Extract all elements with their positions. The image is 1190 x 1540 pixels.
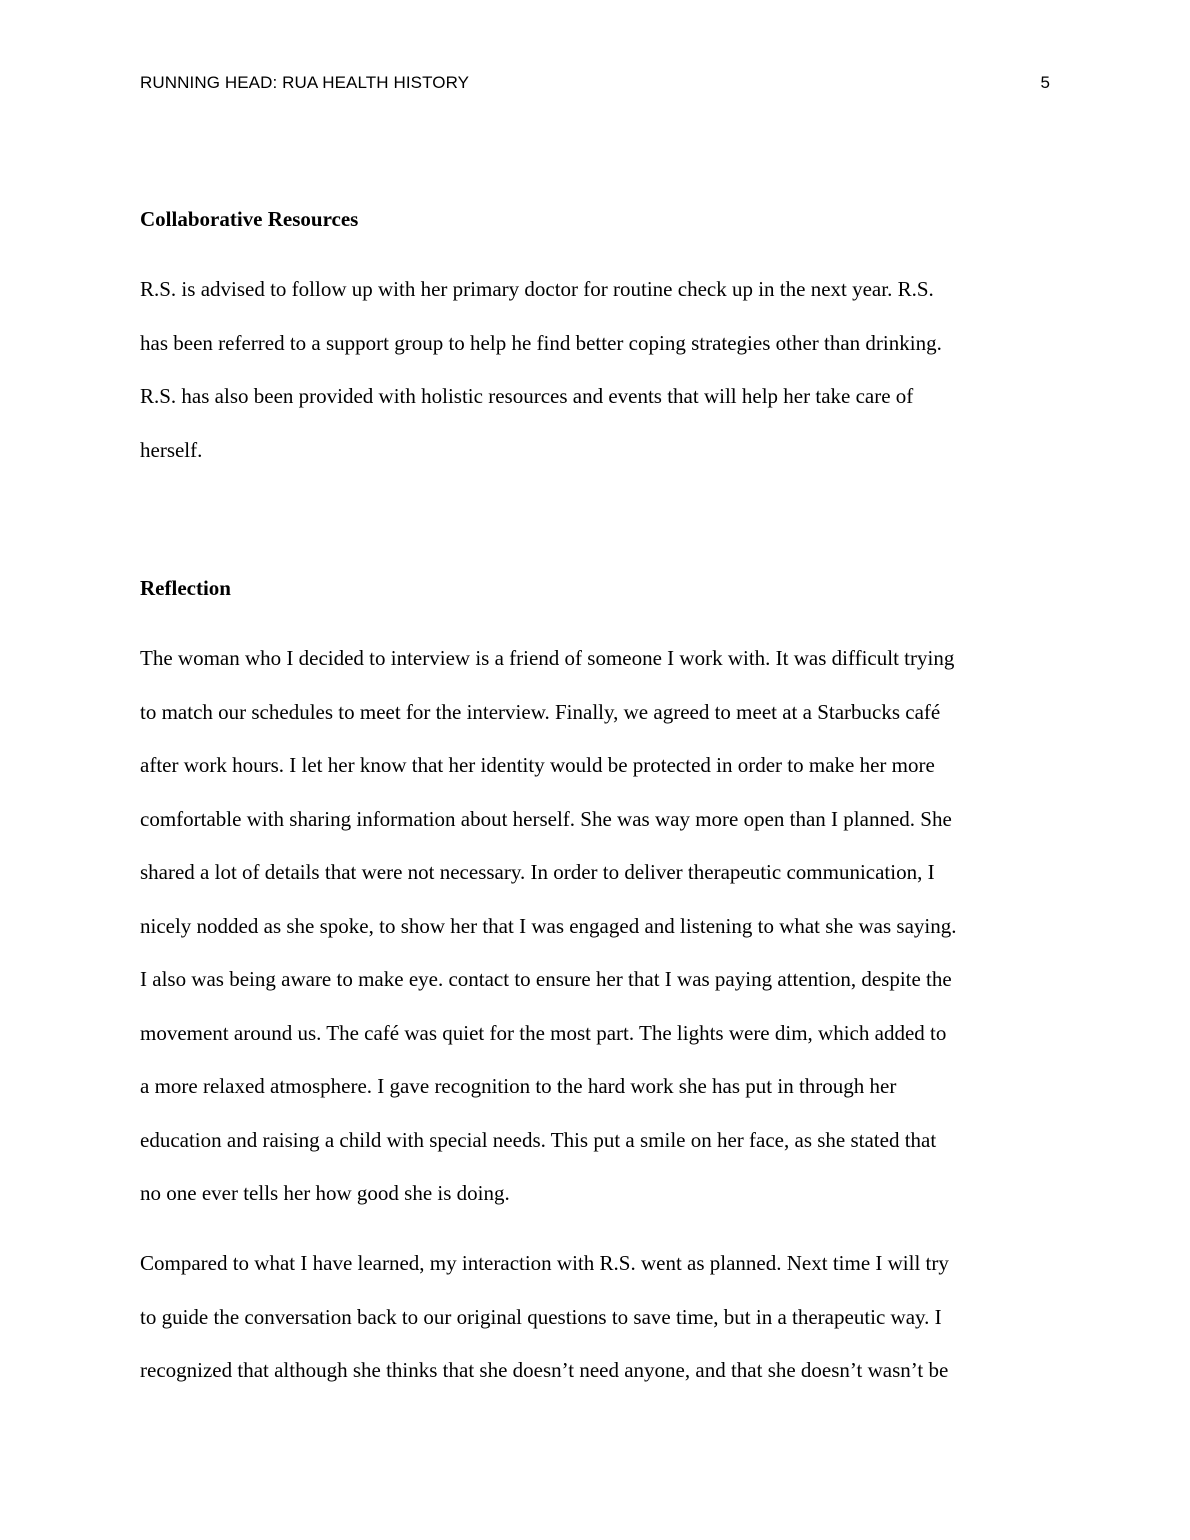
paragraph-line: Compared to what I have learned, my interaction with R.S. went as planned. Next time I will try bbox=[140, 1251, 949, 1275]
paragraph-line: comfortable with sharing information about herself. She was way more open than I planned. She bbox=[140, 807, 952, 831]
paragraph-line: after work hours. I let her know that her identity would be protected in order to make her more bbox=[140, 753, 935, 777]
page-number: 5 bbox=[1040, 73, 1050, 92]
section-heading-reflection: Reflection bbox=[140, 576, 231, 600]
paragraph-line: education and raising a child with special needs. This put a smile on her face, as she stated that bbox=[140, 1128, 937, 1152]
paragraph-line: no one ever tells her how good she is doing. bbox=[140, 1181, 510, 1205]
paragraph-line: shared a lot of details that were not necessary. In order to deliver therapeutic communication, I bbox=[140, 860, 935, 884]
running-head: RUNNING HEAD: RUA HEALTH HISTORY bbox=[140, 73, 470, 92]
paragraph-line: R.S. has also been provided with holistic resources and events that will help her take care of bbox=[140, 384, 914, 408]
paragraph-line: The woman who I decided to interview is a friend of someone I work with. It was difficult trying bbox=[140, 646, 955, 670]
paragraph-line: I also was being aware to make eye. contact to ensure her that I was paying attention, despite the bbox=[140, 967, 952, 991]
paragraph-line: herself. bbox=[140, 438, 203, 462]
paragraph-line: has been referred to a support group to help he find better coping strategies other than drinking. bbox=[140, 331, 942, 355]
paragraph-line: to match our schedules to meet for the interview. Finally, we agreed to meet at a Starbucks café bbox=[140, 700, 941, 724]
paragraph-line: R.S. is advised to follow up with her primary doctor for routine check up in the next year. R.S. bbox=[140, 277, 934, 301]
paragraph-line: nicely nodded as she spoke, to show her that I was engaged and listening to what she was saying. bbox=[140, 914, 957, 938]
paragraph-line: movement around us. The café was quiet for the most part. The lights were dim, which added to bbox=[140, 1021, 947, 1045]
paragraph-line: a more relaxed atmosphere. I gave recognition to the hard work she has put in through her bbox=[140, 1074, 897, 1098]
paragraph-line: recognized that although she thinks that she doesn’t need anyone, and that she doesn’t wasn’t be bbox=[140, 1358, 949, 1382]
section-heading-collaborative-resources: Collaborative Resources bbox=[140, 207, 359, 231]
paragraph-line: to guide the conversation back to our original questions to save time, but in a therapeutic way. I bbox=[140, 1305, 942, 1329]
